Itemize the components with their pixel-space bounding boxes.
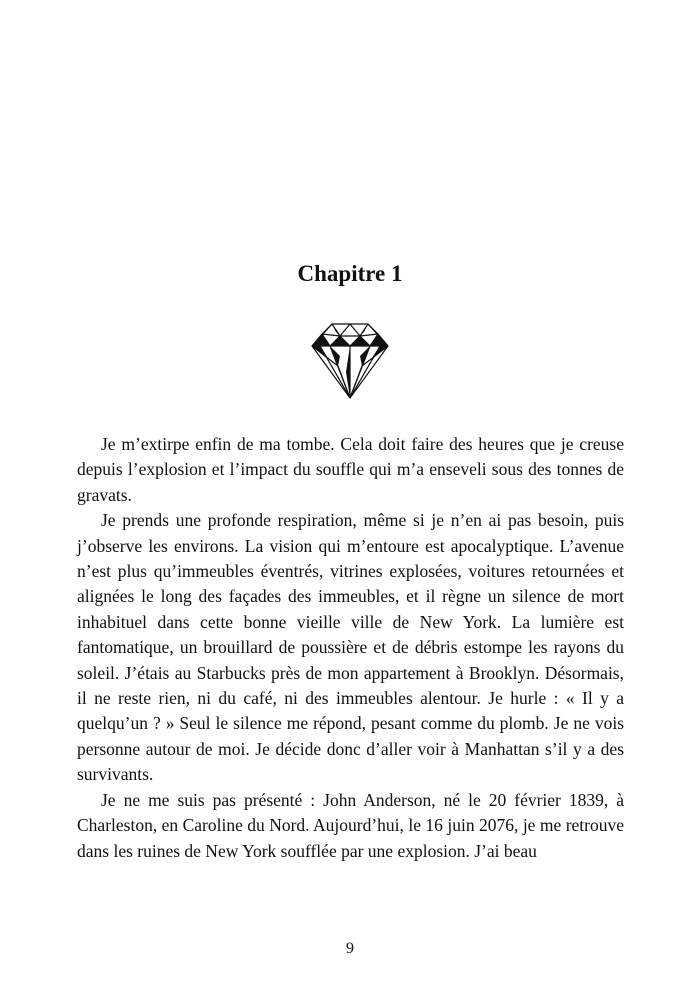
page-number: 9 — [346, 940, 354, 957]
paragraph: Je ne me suis pas présenté : John Anderson, né le 20 février 1839, à Charleston, en Caroline du Nord. Aujourd’hui, le 16 juin 2076, je me retrouve dans les ruines de New York soufflée par une explosion. J’ai beau — [77, 789, 624, 861]
chapter-body — [77, 432, 624, 864]
paragraph: Je prends une profonde respiration, même si je n’en ai pas besoin, puis j’observe les environs. La vision qui m’entoure est apocalyptique. L’avenue n’est plus qu’immeubles éventrés, vitrines explosées, voitures retournées et alignées le long des façades des immeubles, et il règne un silence de mort inhabituel dans cette bonne vieille ville de New York. La lumière est fantomatique, un brouillard de poussière et de débris estompe les rayons du soleil. J’étais au Starbucks près de mon appartement à Brooklyn. Désormais, il ne reste rien, ni du café, ni des immeubles alentour. Je hurle : « Il y a quelqu’un ? » Seul le silence me répond, pesant comme du plomb. Je ne vois personne autour de moi. Je décide donc d’aller voir à Manhattan s’il y a des survivants. — [77, 510, 624, 785]
paragraph: Je m’extirpe enfin de ma tombe. Cela doit faire des heures que je creuse depuis l’explosion et l’impact du souffle qui m’a enseveli sous des tonnes de gravats. — [77, 434, 624, 505]
chapter-title: Chapitre 1 — [297, 261, 403, 286]
diamond-icon — [310, 322, 390, 400]
